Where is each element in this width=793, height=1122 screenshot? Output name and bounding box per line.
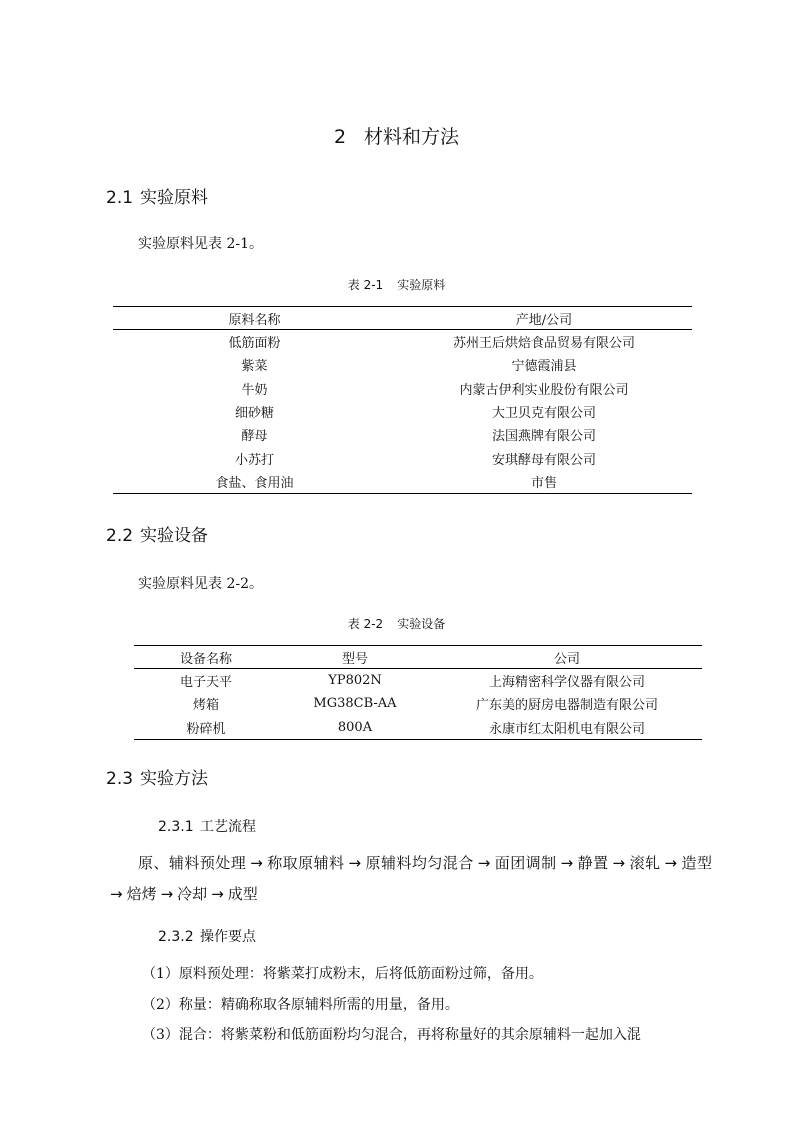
section-number: 2.3	[106, 769, 134, 789]
table-cell: 电子天平	[179, 675, 232, 691]
section-heading-2-1	[106, 183, 208, 208]
arrow-right-icon: →	[477, 854, 491, 872]
flow-step: 静置	[577, 854, 609, 872]
table-caption-number: 表 2-1	[347, 278, 384, 292]
table-cell: 大卫贝克有限公司	[491, 406, 596, 422]
arrow-right-icon: →	[110, 885, 123, 903]
table-row	[113, 330, 692, 354]
table-cell: 法国燕牌有限公司	[491, 429, 596, 445]
section-number: 2.1	[106, 188, 134, 208]
flow-step: 原、辅料预处理	[138, 854, 247, 872]
table-cell: 小苏打	[234, 452, 274, 468]
flow-step: 焙烤	[126, 885, 157, 903]
section-title: 实验设备	[140, 526, 208, 546]
arrow-right-icon: →	[612, 854, 626, 872]
table-row	[134, 716, 702, 740]
table-cell: 食盐、食用油	[113, 470, 396, 494]
subsection-number: 2.3.2	[158, 929, 194, 945]
subsection-heading-2-3-1	[158, 816, 256, 836]
table-header-row	[113, 307, 692, 330]
section-heading-2-3	[106, 764, 208, 789]
table-cell: 上海精密科学仪器有限公司	[488, 675, 645, 691]
table-row	[113, 470, 692, 494]
table-caption-2-1	[0, 276, 793, 293]
chapter-title-text: 材料和方法	[364, 126, 460, 148]
table-caption-title: 实验原料	[397, 278, 446, 292]
table-cell: 低筋面粉	[228, 336, 281, 352]
flow-step: 称取原辅料	[266, 854, 345, 872]
table-cell: 酵母	[241, 429, 268, 445]
materials-table	[113, 306, 692, 494]
table-cell: 市售	[396, 470, 692, 494]
table-cell: 粉碎机	[134, 716, 278, 740]
subsection-title: 工艺流程	[200, 819, 256, 835]
table-cell: 紫菜	[241, 359, 268, 375]
table-caption-number: 表 2-2	[347, 617, 384, 631]
table-row	[113, 377, 692, 400]
section-heading-2-2	[106, 521, 208, 546]
arrow-right-icon: →	[348, 854, 362, 872]
table-cell: 内蒙古伊利实业股份有限公司	[459, 382, 629, 398]
table-row	[113, 353, 692, 376]
table-cell: 细砂糖	[234, 406, 274, 422]
section-title: 实验方法	[140, 769, 208, 789]
arrow-right-icon: →	[560, 854, 574, 872]
arrow-right-icon: →	[664, 854, 678, 872]
table-row	[113, 400, 692, 423]
chapter-number: 2	[333, 126, 347, 148]
table-header-cell: 型号	[278, 646, 432, 669]
subsection-heading-2-3-2	[158, 926, 256, 946]
flow-step: 冷却	[177, 885, 208, 903]
table-cell: YP802N	[328, 673, 382, 689]
table-caption-title: 实验设备	[397, 617, 446, 631]
table-cell: 永康市红太阳机电有限公司	[432, 716, 702, 740]
table-cell: 宁德霞浦县	[511, 359, 577, 375]
table-row	[113, 423, 692, 446]
table-row	[134, 692, 702, 715]
table-row	[113, 446, 692, 469]
table-cell: 广东美的厨房电器制造有限公司	[475, 698, 658, 714]
table-cell: 安琪酵母有限公司	[491, 452, 596, 468]
subsection-title: 操作要点	[200, 929, 256, 945]
flow-step: 原辅料均匀混合	[365, 854, 474, 872]
table-header-row	[134, 646, 702, 669]
table-cell: 苏州王后烘焙食品贸易有限公司	[452, 336, 635, 352]
table-cell: 烤箱	[192, 698, 219, 714]
section-title: 实验原料	[140, 188, 208, 208]
flow-step: 滚轧	[629, 854, 661, 872]
flow-step: 造型	[681, 854, 712, 872]
equipment-table	[134, 645, 702, 740]
table-caption-2-2	[0, 615, 793, 632]
table-header-cell: 产地/公司	[396, 307, 692, 330]
arrow-right-icon: →	[211, 885, 224, 903]
paragraph-2-2: 实验原料见表 2-2。	[138, 576, 263, 592]
table-row	[134, 669, 702, 693]
operation-item: （1）原料预处理：将紫菜打成粉末，后将低筋面粉过筛，备用。	[142, 966, 543, 982]
table-header-cell: 原料名称	[113, 307, 396, 330]
table-cell: MG38CB-AA	[313, 696, 397, 712]
flow-step: 面团调制	[494, 854, 557, 872]
section-number: 2.2	[106, 526, 134, 546]
flow-step: 成型	[227, 885, 258, 903]
subsection-number: 2.3.1	[158, 819, 194, 835]
arrow-right-icon: →	[160, 885, 174, 903]
table-header-cell: 公司	[432, 646, 702, 669]
table-header-cell: 设备名称	[134, 646, 278, 669]
paragraph-2-1: 实验原料见表 2-1。	[138, 236, 263, 252]
arrow-right-icon: →	[250, 854, 263, 872]
table-cell: 800A	[278, 716, 432, 740]
process-flow	[106, 848, 712, 910]
chapter-title	[0, 122, 793, 149]
operation-item: （3）混合：将紫菜粉和低筋面粉均匀混合，再将称量好的其余原辅料一起加入混	[142, 1027, 641, 1043]
operation-item: （2）称量：精确称取各原辅料所需的用量，备用。	[142, 997, 459, 1013]
table-cell: 牛奶	[241, 382, 268, 398]
